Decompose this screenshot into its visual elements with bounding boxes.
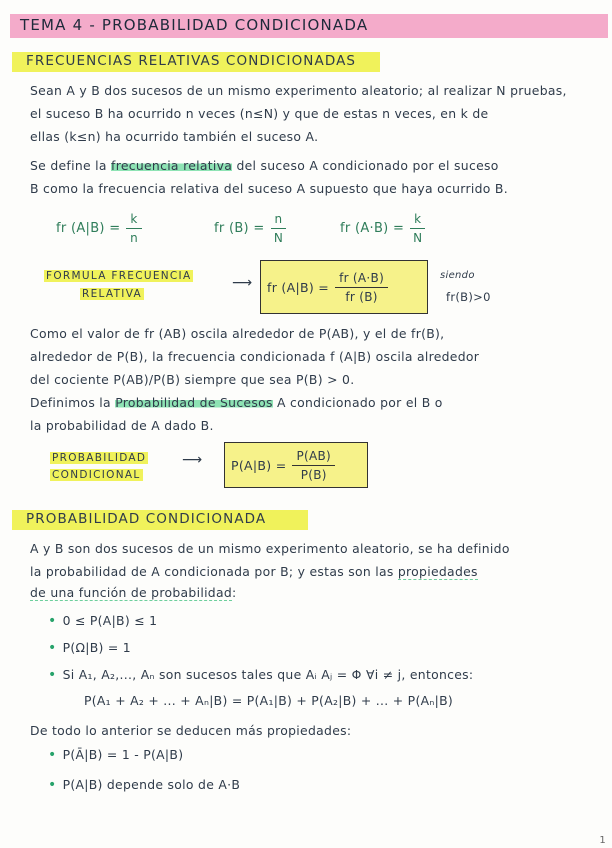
bullet-icon: • (48, 777, 57, 793)
bullet-icon: • (48, 667, 57, 683)
property2-item-2 (48, 774, 240, 796)
property2-item-1 (48, 744, 183, 766)
prob-arrow-icon: ⟶ (182, 452, 203, 468)
definition-line-2: B como la frecuencia relativa del suceso A supuesto que haya ocurrido B. (30, 181, 508, 196)
para2-line-3: del cociente P(AB)/P(B) siempre que sea P(B) > 0. (30, 372, 355, 387)
property-item-1 (48, 610, 157, 632)
formula-arrow-icon: ⟶ (232, 275, 253, 291)
siendo-label: siendo (440, 270, 475, 281)
formula-box-numerator: fr (A·B) (335, 271, 388, 288)
prob-box (224, 442, 368, 488)
bullet-icon: • (48, 640, 57, 656)
sec2-intro-line-1: A y B son dos sucesos de un mismo experimento aleatorio, se ha definido (30, 541, 510, 556)
prob-box-fraction (292, 449, 335, 482)
para2-line-1: Como el valor de fr (AB) oscila alrededor de P(AB), y el de fr(B), (30, 326, 445, 341)
formula-label-line-1 (44, 268, 193, 285)
formula-label-line-2 (80, 286, 144, 303)
equation-fr-ab (340, 212, 425, 245)
bullet-icon: • (48, 613, 57, 629)
intro-line-3: ellas (k≤n) ha ocurrido también el suceso A. (30, 129, 319, 144)
prob-box-denominator: P(B) (300, 467, 327, 482)
def2-pre: Definimos la (30, 395, 111, 410)
prob-box-lhs: P(A|B) = (231, 457, 287, 473)
definition-highlight: frecuencia relativa (111, 158, 233, 173)
eq3-denominator: N (413, 231, 423, 245)
sec2-intro-3-post: : (232, 585, 237, 600)
formula-label-text-1: FORMULA FRECUENCIA (46, 270, 192, 282)
equation-fr-b (214, 212, 286, 245)
eq3-fraction (410, 212, 425, 245)
union-formula: P(A₁ + A₂ + ... + Aₙ|B) = P(A₁|B) + P(A₂|B) + ... + P(Aₙ|B) (84, 693, 454, 708)
definition-post: del suceso A condicionado por el suceso (236, 158, 499, 173)
eq2-lhs: fr (B) = (214, 221, 265, 236)
prob-label-text-2: CONDICIONAL (52, 469, 141, 481)
prob-label-line-2 (50, 467, 143, 484)
sec2-intro-2-pre: la probabilidad de A condicionada por B; y estas son las (30, 564, 394, 579)
property-text-3: Si A₁, A₂,..., Aₙ son sucesos tales que Aᵢ Aⱼ = Φ ∀i ≠ j, entonces: (62, 667, 474, 682)
formula-label-text-2: RELATIVA (82, 288, 142, 300)
property-item-2 (48, 637, 131, 659)
eq2-denominator: N (273, 231, 284, 245)
prob-label-text-1: PROBABILIDAD (52, 452, 147, 464)
eq3-numerator: k (410, 212, 425, 229)
formula-box-denominator: fr (B) (345, 289, 378, 304)
def2-post: A condicionado por el B o (277, 395, 443, 410)
page-title: TEMA 4 - PROBABILIDAD CONDICIONADA (20, 16, 369, 34)
property-text-2: P(Ω|B) = 1 (62, 640, 131, 655)
section2-heading: PROBABILIDAD CONDICIONADA (26, 511, 267, 527)
equation-fr-a-given-b (56, 212, 142, 245)
condition-label: fr(B)>0 (446, 290, 491, 304)
property-item-3 (48, 664, 473, 686)
formula-box-fraction (335, 271, 388, 304)
formula-box-lhs: fr (A|B) = (267, 279, 330, 295)
def2-line-1 (30, 392, 443, 413)
prob-label-line-1 (50, 450, 148, 467)
definition-pre: Se define la (30, 158, 107, 173)
definition-line-1 (30, 155, 499, 176)
sec2-intro-2-highlight: propiedades (397, 564, 478, 579)
eq1-denominator: n (130, 231, 138, 245)
property2-text-1: P(Ā|B) = 1 - P(A|B) (62, 747, 184, 762)
def2-line-2: la probabilidad de A dado B. (30, 418, 214, 433)
formula-box (260, 260, 428, 314)
eq2-numerator: n (271, 212, 287, 229)
para2-line-2: alrededor de P(B), la frecuencia condicionada f (A|B) oscila alrededor (30, 349, 480, 364)
intro-line-1: Sean A y B dos sucesos de un mismo experimento aleatorio; al realizar N pruebas, (30, 83, 567, 98)
eq1-lhs: fr (A|B) = (56, 221, 121, 236)
sec2-intro-line-3 (30, 582, 237, 603)
property2-text-2: P(A|B) depende solo de A·B (62, 777, 241, 792)
intro-line-2: el suceso B ha ocurrido n veces (n≤N) y que de estas n veces, en k de (30, 106, 489, 121)
eq1-fraction (126, 212, 141, 245)
property-text-1: 0 ≤ P(A|B) ≤ 1 (62, 613, 158, 628)
eq3-lhs: fr (A·B) = (340, 221, 405, 236)
bullet-icon: • (48, 747, 57, 763)
page-number: 1 (599, 835, 606, 846)
sec2-intro-line-2 (30, 561, 478, 582)
sec2-intro-3-highlight: de una función de probabilidad (30, 585, 233, 600)
eq2-fraction (271, 212, 287, 245)
more-properties-text: De todo lo anterior se deducen más propiedades: (30, 723, 352, 738)
eq1-numerator: k (126, 212, 141, 229)
section1-heading: FRECUENCIAS RELATIVAS CONDICIONADAS (26, 53, 357, 69)
def2-highlight: Probabilidad de Sucesos (115, 395, 273, 410)
prob-box-numerator: P(AB) (292, 449, 335, 466)
